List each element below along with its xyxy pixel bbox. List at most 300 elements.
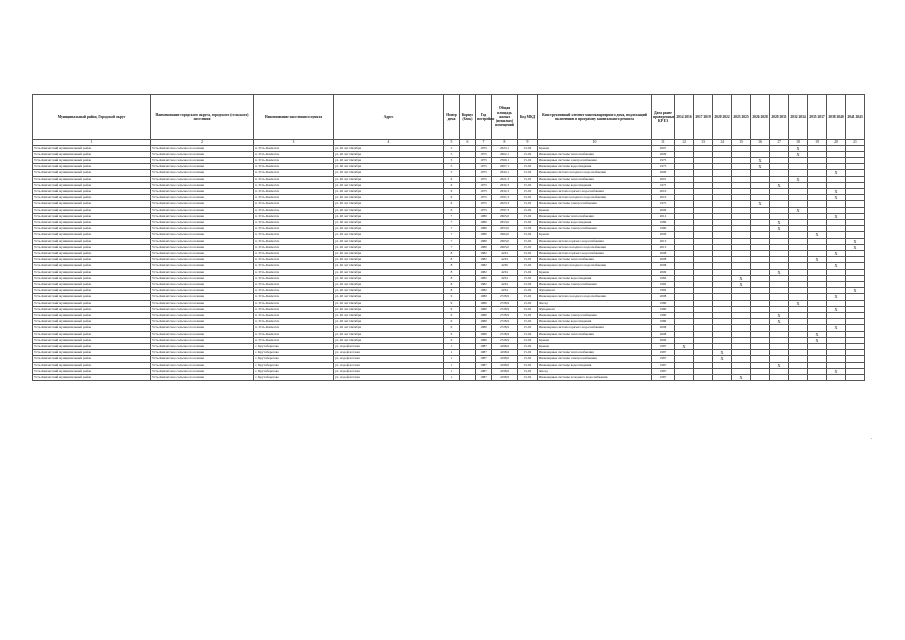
table-cell: 4234 [492, 250, 518, 256]
table-cell: п. Усть-Камчатск [254, 157, 334, 163]
table-cell: 1987 [476, 356, 492, 362]
table-cell: 1975 [652, 201, 675, 207]
table-cell: п. Усть-Камчатск [254, 312, 334, 318]
table-cell: 15-02 [518, 368, 538, 374]
table-cell: 15-02 [518, 188, 538, 194]
table-cell: Усть-Камчатский муниципальный район [33, 306, 151, 312]
table-cell: 1987 [652, 362, 675, 368]
table-cell: ул. 40 лет Октября [334, 238, 444, 244]
table-cell: 4198,6 [492, 368, 518, 374]
table-cell: 2008 [652, 263, 675, 269]
period-cell: X [770, 312, 789, 318]
table-cell: 1980 [476, 337, 492, 343]
table-cell: ул. Аэрофлотская [334, 350, 444, 356]
table-cell: Усть-Камчатское сельское поселение [151, 275, 254, 281]
period-cell: X [827, 306, 846, 312]
column-header: Дата ранее проведенных КР ЕЗ [652, 95, 675, 140]
table-cell: 1980 [652, 219, 675, 225]
table-cell: 4198,6 [492, 375, 518, 381]
table-cell: п. Усть-Камчатск [254, 300, 334, 306]
period-cell: X [827, 368, 846, 374]
table-cell: 8 [444, 275, 460, 281]
table-cell: 1 [444, 375, 460, 381]
column-number: 12 [675, 140, 694, 146]
column-number: 16 [751, 140, 770, 146]
column-header: Конструктивный элемент многоквартирного дома, подлежащий включению в программу капитального ремонта [538, 95, 652, 140]
table-cell: 1982 [652, 281, 675, 287]
table-cell: 4198,6 [492, 356, 518, 362]
table-cell: 7 [444, 238, 460, 244]
table-cell: 15-02 [518, 306, 538, 312]
table-cell: Инженерные системы электроснабжения [538, 157, 652, 163]
period-cell: X [827, 188, 846, 194]
table-cell: 1982 [476, 257, 492, 263]
period-cell: X [846, 238, 865, 244]
table-cell: Усть-Камчатское сельское поселение [151, 201, 254, 207]
column-header: 2041 2043 [846, 95, 865, 140]
table-cell: 1987 [652, 368, 675, 374]
table-cell: Усть-Камчатский муниципальный район [33, 213, 151, 219]
column-header: 2035 2037 [808, 95, 827, 140]
table-cell: ул. 40 лет Октября [334, 263, 444, 269]
table-cell: Инженерные системы теплоснабжения [538, 350, 652, 356]
period-cell: X [827, 213, 846, 219]
table-cell: 1982 [476, 263, 492, 269]
table-cell: п. Усть-Камчатск [254, 226, 334, 232]
table-cell: Усть-Камчатское сельское поселение [151, 288, 254, 294]
table-cell: 4234 [492, 275, 518, 281]
column-number: 21 [846, 140, 865, 146]
table-cell: 15-02 [518, 294, 538, 300]
table-cell: Усть-Камчатское сельское поселение [151, 368, 254, 374]
table-cell: Усть-Камчатский муниципальный район [33, 300, 151, 306]
table-cell: Усть-Камчатское сельское поселение [151, 164, 254, 170]
table-cell: 1980 [476, 294, 492, 300]
table-cell: п. Усть-Камчатск [254, 164, 334, 170]
table-cell: ул. 40 лет Октября [334, 337, 444, 343]
table-cell: Усть-Камчатское сельское поселение [151, 195, 254, 201]
column-header: 2020 2022 [713, 95, 732, 140]
table-cell: 15-02 [518, 226, 538, 232]
column-header: Корпус (блок) [460, 95, 476, 140]
table-cell: ул. 40 лет Октября [334, 145, 444, 151]
table-cell: Крыша [538, 344, 652, 350]
table-cell: 2621,3 [492, 176, 518, 182]
period-cell: X [827, 170, 846, 176]
table-cell: ул. Аэрофлотская [334, 375, 444, 381]
table-cell: 2632,3 [492, 182, 518, 188]
column-header: Год постройки [476, 95, 492, 140]
table-cell: п. Усть-Камчатск [254, 170, 334, 176]
table-cell: 5 [444, 151, 460, 157]
table-cell: Усть-Камчатское сельское поселение [151, 350, 254, 356]
header-row [33, 95, 865, 140]
table-cell: Усть-Камчатский муниципальный район [33, 288, 151, 294]
column-header: Муниципальный район, Городской округ [33, 95, 151, 140]
table-cell: Усть-Камчатский муниципальный район [33, 368, 151, 374]
table-cell: Инженерные системы теплоснабжения [538, 331, 652, 337]
table-cell: Усть-Камчатское сельское поселение [151, 182, 254, 188]
table-cell: п. Усть-Камчатск [254, 207, 334, 213]
table-cell: ул. 40 лет Октября [334, 176, 444, 182]
table-cell: п. Усть-Камчатск [254, 288, 334, 294]
table-cell: 7 [444, 213, 460, 219]
table-cell: п. Усть-Камчатск [254, 325, 334, 331]
period-cell: X [808, 337, 827, 343]
table-cell: 15-02 [518, 164, 538, 170]
table-cell: 2009 [652, 269, 675, 275]
table-cell: п. Усть-Камчатск [254, 257, 334, 263]
column-number: 9 [518, 140, 538, 146]
table-cell: ул. 40 лет Октября [334, 306, 444, 312]
table-cell: Усть-Камчатский муниципальный район [33, 319, 151, 325]
table-cell: Усть-Камчатский муниципальный район [33, 356, 151, 362]
period-cell: X [827, 294, 846, 300]
table-cell: 1975 [652, 157, 675, 163]
column-number: 4 [334, 140, 444, 146]
table-cell: Усть-Камчатское сельское поселение [151, 325, 254, 331]
column-header: Наименование городского округа, городского (сельского) поселения [151, 95, 254, 140]
table-cell: 1980 [652, 300, 675, 306]
table-cell: 4234 [492, 288, 518, 294]
column-number: 7 [476, 140, 492, 146]
table-cell: 15-02 [518, 319, 538, 325]
table-cell: п. Усть-Камчатск [254, 281, 334, 287]
period-cell: X [789, 176, 808, 182]
table-cell: 1975 [476, 151, 492, 157]
table-cell: ул. 40 лет Октября [334, 281, 444, 287]
column-number: 20 [827, 140, 846, 146]
table-cell: 1975 [476, 164, 492, 170]
table-cell: ул. 40 лет Октября [334, 275, 444, 281]
column-header: Адрес [334, 95, 444, 140]
period-cell [827, 375, 846, 381]
table-cell: 2728,9 [492, 337, 518, 343]
table-cell: Усть-Камчатское сельское поселение [151, 375, 254, 381]
table-cell: Усть-Камчатский муниципальный район [33, 207, 151, 213]
period-cell: X [770, 269, 789, 275]
table-cell: ул. Аэрофлотская [334, 344, 444, 350]
table-cell: п. Усть-Камчатск [254, 337, 334, 343]
table-cell: п. Усть-Камчатск [254, 275, 334, 281]
table-cell: ул. 40 лет Октября [334, 219, 444, 225]
table-cell: 4234 [492, 269, 518, 275]
table-cell: 2607,1 [492, 164, 518, 170]
table-cell: 8 [444, 250, 460, 256]
table-cell: 15-02 [518, 201, 538, 207]
table-cell: Усть-Камчатское сельское поселение [151, 244, 254, 250]
table-cell: ул. 40 лет Октября [334, 250, 444, 256]
table-cell: 2623,3 [492, 201, 518, 207]
period-cell: X [732, 281, 751, 287]
table-cell: 1980 [476, 325, 492, 331]
table-cell: 15-02 [518, 312, 538, 318]
table-cell: Усть-Камчатский муниципальный район [33, 219, 151, 225]
table-cell: Усть-Камчатский муниципальный район [33, 176, 151, 182]
table-row [33, 375, 865, 381]
table-cell: ул. 40 лет Октября [334, 188, 444, 194]
table-cell: 15-02 [518, 195, 538, 201]
table-cell: 2009 [652, 170, 675, 176]
column-header: 2032 2034 [789, 95, 808, 140]
table-cell: п. Усть-Камчатск [254, 188, 334, 194]
table-cell: 1980 [476, 213, 492, 219]
table-cell: 9 [444, 312, 460, 318]
period-cell: X [770, 226, 789, 232]
table-cell: п. Усть-Камчатск [254, 176, 334, 182]
table-cell: ул. 40 лет Октября [334, 201, 444, 207]
table-cell: ул. 40 лет Октября [334, 151, 444, 157]
table-cell: 15-02 [518, 244, 538, 250]
table-cell: 15-02 [518, 350, 538, 356]
table-cell: Инженерная система холодного водоснабжения [538, 263, 652, 269]
column-header: Наименование населенного пункта [254, 95, 334, 140]
table-cell: 4198,6 [492, 344, 518, 350]
table-cell: Усть-Камчатское сельское поселение [151, 294, 254, 300]
table-cell: Усть-Камчатский муниципальный район [33, 188, 151, 194]
period-cell: X [713, 350, 732, 356]
table-cell: 1982 [652, 288, 675, 294]
table-cell: 9 [444, 300, 460, 306]
table-cell: 1980 [476, 219, 492, 225]
table-cell: 2010 [652, 195, 675, 201]
period-cell: X [770, 219, 789, 225]
period-cell: X [789, 207, 808, 213]
table-cell: Усть-Камчатское сельское поселение [151, 306, 254, 312]
table-cell: 7 [444, 219, 460, 225]
table-cell: 9 [444, 325, 460, 331]
period-cell [846, 375, 865, 381]
column-header: Общая площадь жилых (нежилых) помещений [492, 95, 518, 140]
table-cell: 4198,6 [492, 362, 518, 368]
table-cell: 2728,9 [492, 300, 518, 306]
table-cell: 1987 [652, 344, 675, 350]
table-cell: 8 [444, 288, 460, 294]
table-cell: 1980 [476, 244, 492, 250]
table-cell: 2560,1 [492, 157, 518, 163]
table-cell: Инженерные системы холодного водоснабжения [538, 375, 652, 381]
table-cell: Крыша [538, 145, 652, 151]
table-cell: Усть-Камчатское сельское поселение [151, 344, 254, 350]
table-cell: с. Крутоберегово [254, 362, 334, 368]
table-cell: 2013 [652, 238, 675, 244]
table-cell: 2653,0 [492, 226, 518, 232]
period-cell: X [732, 275, 751, 281]
table-cell: 15-02 [518, 325, 538, 331]
table-cell: 6 [444, 182, 460, 188]
table-cell: Фасад [538, 368, 652, 374]
column-number: 2 [151, 140, 254, 146]
table-cell: п. Усть-Камчатск [254, 232, 334, 238]
table-cell: 15-02 [518, 213, 538, 219]
column-number: 1 [33, 140, 151, 146]
period-cell: X [770, 182, 789, 188]
table-cell: 9 [444, 319, 460, 325]
table-cell: Инженерные системы теплоснабжения [538, 213, 652, 219]
table-cell: 2663,0 [492, 244, 518, 250]
period-cell [675, 375, 694, 381]
period-cell: X [827, 325, 846, 331]
period-cell [789, 375, 808, 381]
table-cell: 1982 [476, 281, 492, 287]
table-cell: Усть-Камчатское сельское поселение [151, 213, 254, 219]
table-cell: ул. 40 лет Октября [334, 257, 444, 263]
table-cell: Усть-Камчатский муниципальный район [33, 195, 151, 201]
table-cell: 1980 [476, 312, 492, 318]
table-cell: 1975 [652, 164, 675, 170]
period-cell [713, 375, 732, 381]
table-cell: 15-02 [518, 176, 538, 182]
table-cell: 1987 [476, 368, 492, 374]
table-cell: 1 [444, 344, 460, 350]
table-cell: Усть-Камчатское сельское поселение [151, 300, 254, 306]
table-cell: 2602,1 [492, 151, 518, 157]
table-cell: 15-02 [518, 362, 538, 368]
period-cell: X [675, 344, 694, 350]
table-cell: 2728,9 [492, 331, 518, 337]
table-cell: ул. 40 лет Октября [334, 244, 444, 250]
table-cell: ул. 40 лет Октября [334, 300, 444, 306]
table-cell: 1987 [476, 375, 492, 381]
table-cell: 1987 [476, 350, 492, 356]
table-cell: 8 [444, 281, 460, 287]
column-header: 2014 2016 [675, 95, 694, 140]
column-header: Код МКД [518, 95, 538, 140]
table-cell: 1975 [476, 157, 492, 163]
table-cell: Усть-Камчатский муниципальный район [33, 281, 151, 287]
table-cell: 2006 [652, 207, 675, 213]
table-cell: 1980 [476, 331, 492, 337]
table-cell: ул. 40 лет Октября [334, 269, 444, 275]
table-cell: 9 [444, 294, 460, 300]
period-cell: X [770, 319, 789, 325]
table-cell: Инженерные системы электроснабжения [538, 201, 652, 207]
capital-repair-table [32, 94, 865, 381]
table-cell: Усть-Камчатское сельское поселение [151, 331, 254, 337]
table-cell: 15-02 [518, 300, 538, 306]
table-cell: 1982 [652, 275, 675, 281]
table-cell: Усть-Камчатский муниципальный район [33, 344, 151, 350]
table-cell: Крыша [538, 269, 652, 275]
column-header: 2017 2019 [694, 95, 713, 140]
column-header: Номер дома [444, 95, 460, 140]
table-cell: Инженерная система холодного водоснабжения [538, 294, 652, 300]
page-mark: . [871, 436, 873, 441]
table-cell: Фундамент [538, 288, 652, 294]
table-cell: Инженерная система холодного водоснабжения [538, 195, 652, 201]
table-cell: п. Усть-Камчатск [254, 331, 334, 337]
table-cell: 1980 [652, 312, 675, 318]
column-header: 2029 2031 [770, 95, 789, 140]
table-cell: Усть-Камчатский муниципальный район [33, 263, 151, 269]
table-cell: Усть-Камчатский муниципальный район [33, 257, 151, 263]
table-cell: п. Усть-Камчатск [254, 306, 334, 312]
table-cell: с. Крутоберегово [254, 368, 334, 374]
table-cell: 2012 [652, 213, 675, 219]
table-cell: п. Усть-Камчатск [254, 195, 334, 201]
table-cell: 2643,1 [492, 170, 518, 176]
table-cell: 2728,9 [492, 306, 518, 312]
table-cell: п. Усть-Камчатск [254, 269, 334, 275]
table-cell: п. Усть-Камчатск [254, 182, 334, 188]
table-cell: ул. 40 лет Октября [334, 226, 444, 232]
table-cell: Усть-Камчатское сельское поселение [151, 219, 254, 225]
table-cell: Инженерные системы теплоснабжения [538, 176, 652, 182]
period-cell: X [789, 300, 808, 306]
table-cell: п. Усть-Камчатск [254, 213, 334, 219]
table-cell: ул. 40 лет Октября [334, 182, 444, 188]
table-cell: 2007 [652, 145, 675, 151]
table-cell: 15-02 [518, 157, 538, 163]
table-cell: Усть-Камчатское сельское поселение [151, 281, 254, 287]
table-cell: 6 [444, 201, 460, 207]
table-cell: 15-02 [518, 151, 538, 157]
period-cell: X [846, 288, 865, 294]
table-cell: Усть-Камчатское сельское поселение [151, 145, 254, 151]
table-cell: 15-02 [518, 275, 538, 281]
table-cell: Усть-Камчатский муниципальный район [33, 294, 151, 300]
table-cell: 1980 [476, 226, 492, 232]
table-cell: Инженерная система холодного водоснабжения [538, 244, 652, 250]
table-cell: 5 [444, 145, 460, 151]
table-cell: Инженерные системы водоотведения [538, 362, 652, 368]
table-cell: 5 [444, 164, 460, 170]
table-cell: Инженерные системы электроснабжения [538, 226, 652, 232]
table-cell: п. Усть-Камчатск [254, 201, 334, 207]
table-cell: 6 [444, 176, 460, 182]
table-cell: 15-02 [518, 269, 538, 275]
table-cell: ул. 40 лет Октября [334, 232, 444, 238]
table-cell: 9 [444, 331, 460, 337]
table-cell: 15-02 [518, 375, 538, 381]
table-cell: Усть-Камчатское сельское поселение [151, 250, 254, 256]
table-cell: Усть-Камчатское сельское поселение [151, 257, 254, 263]
table-cell: п. Усть-Камчатск [254, 294, 334, 300]
table-cell: Усть-Камчатский муниципальный район [33, 157, 151, 163]
table-cell: 7 [444, 232, 460, 238]
table-cell: 1980 [652, 226, 675, 232]
table-cell: с. Крутоберегово [254, 375, 334, 381]
table-cell: Усть-Камчатское сельское поселение [151, 263, 254, 269]
table-cell: 8 [444, 257, 460, 263]
period-cell: X [770, 362, 789, 368]
table-cell: 2664,0 [492, 232, 518, 238]
column-header: 2026 2028 [751, 95, 770, 140]
table-cell: 15-02 [518, 250, 538, 256]
table-cell: п. Усть-Камчатск [254, 238, 334, 244]
table-cell: 6 [444, 188, 460, 194]
period-cell [751, 375, 770, 381]
column-number: 8 [492, 140, 518, 146]
table-cell: 1987 [652, 375, 675, 381]
table-cell: 6 [444, 195, 460, 201]
table-cell: 15-02 [518, 232, 538, 238]
column-number: 17 [770, 140, 789, 146]
table-cell: 1980 [476, 306, 492, 312]
table-cell: 2006 [652, 232, 675, 238]
period-cell: X [846, 244, 865, 250]
table-cell: Усть-Камчатский муниципальный район [33, 362, 151, 368]
table-cell: 1982 [476, 288, 492, 294]
table-cell: 4234 [492, 281, 518, 287]
table-cell: Усть-Камчатское сельское поселение [151, 226, 254, 232]
table-cell: Инженерные системы водоотведения [538, 219, 652, 225]
table-cell: 1987 [476, 344, 492, 350]
table-cell: 1 [444, 368, 460, 374]
period-cell [694, 375, 713, 381]
table-cell: 1987 [652, 350, 675, 356]
table-cell: 15-02 [518, 145, 538, 151]
